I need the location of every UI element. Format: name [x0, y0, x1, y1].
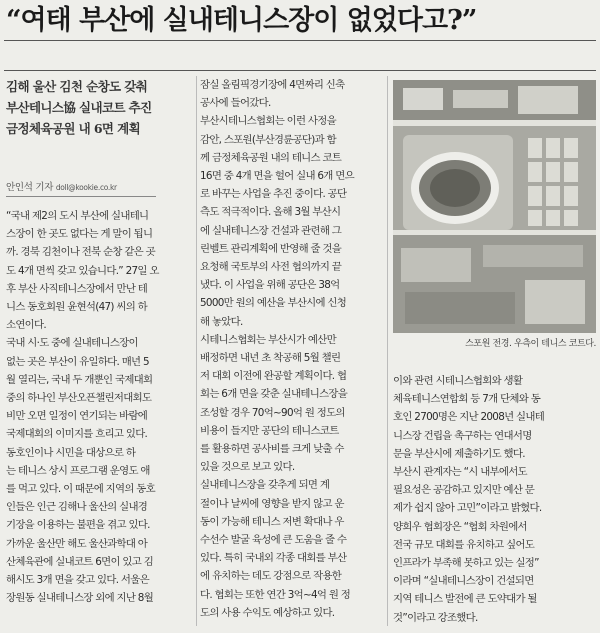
subhead: 부산테니스協 실내코트 추진	[6, 100, 152, 115]
headline-rule	[4, 40, 596, 41]
body-text-column-2: 잠실 올림픽경기장에 4면짜리 신축 공사에 들어갔다. 부산시테니스협회는 이런 사정을 감안, 스포원(부산경륜공단)과 함 께 금정체육공원 내의 테니스 코트 16면 중 4개 면을 헐어 실내 6개 면으 로 바꾸는 사업을 추진 중이다. 공단 측도 적극적이다. 올해 3월 부산시 에 실내테니스장 건설과 관련해 그 린벨트 관리계획에 반영해 줄 것을 요청해 국토부의 사전 협의까지 끝 냈다. 이 사업을 위해 공단은 38억 5000만 원의 예산을 부산시에 신청 해 놓았다. 시테니스협회는 부산시가 예산만 배정하면 내년 초 착공해 5월 챌린 저 대회 이전에 완공할 계획이다. 협 회는 6개 면을 갖춘 실내테니스장을 조성할 경우 70억~90억 원 정도의 비용이 들지만 공단의 테니스코트 를 활용하면 공사비를 크게 낮출 수 있을 것으로 보고 있다. 실내테니스장을 갖추게 되면 계 절이나 날씨에 영향을 받지 않고 운 동이 가능해 테니스 저변 확대나 우 수선수 발굴 육성에 큰 도움을 줄 수 있다. 특히 국내외 각종 대회를 부산 에 유치하는 데도 강점으로 작용한 다. 협회는 또한 연간 3억~4억 원 정 도의 사용 수익도 예상하고 있다.	[200, 79, 354, 619]
section-rule	[4, 70, 596, 71]
subhead: 금정체육공원 내 6면 계획	[6, 121, 141, 136]
stadium-aerial-photo	[393, 80, 596, 333]
byline-email: doll@kookie.co.kr	[55, 183, 117, 192]
column-divider	[196, 76, 197, 626]
stadium-aerial-illustration	[393, 80, 596, 333]
byline	[6, 179, 195, 193]
body-text-column-1: “국내 제2의 도시 부산에 실내테니 스장이 한 곳도 없다는 게 말이 됩니 까. 경북 김천이나 전북 순창 같은 곳 도 4개 면씩 갖고 있습니다.” 27일 오 후 부산 사직테니스장에서 만난 테 니스 동호회원 윤현석(47) 씨의 하 소연이다. 국내 시·도 중에 실내테니스장이 없는 곳은 부산이 유일하다. 매년 5 월 열리는, 국내 두 개뿐인 국제대회 중의 하나인 부산오픈챌린저대회도 비만 오면 일정이 연기되는 바람에 국제대회의 이미지를 흐리고 있다. 동호인이나 시민을 대상으로 하 는 테니스 상시 프로그램 운영도 애 를 먹고 있다. 이 때문에 지역의 동호 인들은 인근 김해나 울산의 실내경 기장을 이용하는 불편을 겪고 있다. 가까운 울산만 해도 울산과학대 아 산체육관에 실내코트 6면이 있고 김 해시도 3개 면을 갖고 있다. 서울은 장원동 실내테니스장 외에 지난 8월	[6, 210, 159, 605]
column-1	[6, 76, 195, 607]
column-2	[200, 76, 382, 622]
subhead: 김해 울산 김천 순창도 갖춰	[6, 79, 148, 94]
photo-caption: 스포원 전경. 우측이 테니스 코트다.	[465, 339, 596, 349]
body-text-column-3: 이와 관련 시테니스협회와 생활 체육테니스연합회 등 7개 단체와 동 호인 2700명은 지난 2008년 실내테 니스장 건립을 촉구하는 연대서명 문을 부산시에 제출하기도 했다. 부산시 관계자는 “시 내부에서도 필요성은 공감하고 있지만 예산 문 제가 쉽지 않아 고민”이라고 밝혔다. 양희우 협회장은 “협회 차원에서 전국 규모 대회를 유치하고 싶어도 인프라가 부족해 못하고 있는 실정” 이라며 “실내테니스장이 건설되면 지역 테니스 발전에 큰 도약대가 될 것”이라고 강조했다.	[393, 375, 545, 624]
column-divider	[387, 76, 388, 626]
byline-name: 안인석 기자	[6, 182, 54, 193]
column-3	[393, 372, 596, 627]
headline: “여태 부산에 실내테니스장이 없었다고?”	[6, 5, 477, 36]
byline-rule	[6, 196, 156, 197]
